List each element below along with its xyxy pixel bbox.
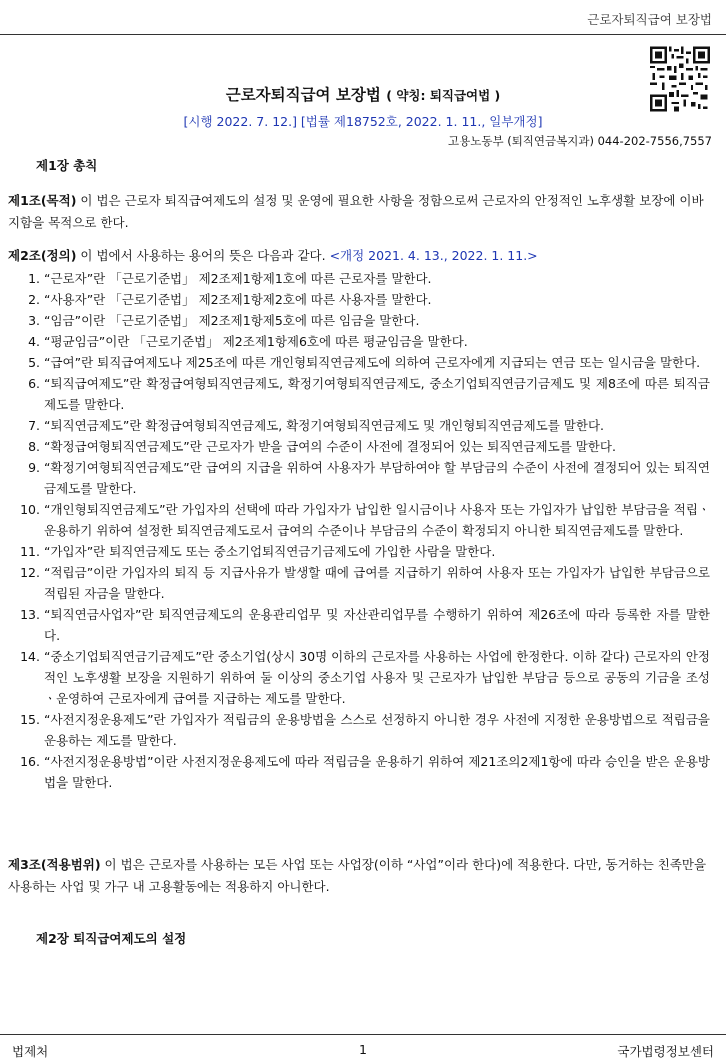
list-item <box>0 352 726 373</box>
list-item <box>0 415 726 436</box>
item-number: 1. <box>28 271 40 286</box>
item-number: 14. <box>20 649 40 664</box>
article-2 <box>8 245 710 267</box>
ministry-contact: 고용노동부 (퇴직연금복지과) 044-202-7556,7557 <box>448 134 712 148</box>
list-item <box>0 436 726 457</box>
list-item <box>0 562 726 604</box>
article-3-heading: 제3조(적용범위) <box>8 857 101 872</box>
item-text: “중소기업퇴직연금기금제도”란 중소기업(상시 30명 이하의 근로자를 사용하는 사업에 한정한다. 이하 같다) 근로자의 안정적인 노후생활 보장을 지원하기 위하여 둘 이상의 중소기업 사용자 및 근로자가 납입한 부담금 등으로 공동의 기금을 조성ㆍ운영하여 근로자에게 급여를 지급하는 제도를 말한다. <box>44 649 710 706</box>
article-1 <box>8 190 710 234</box>
item-number: 2. <box>28 292 40 307</box>
item-number: 7. <box>28 418 40 433</box>
item-number: 3. <box>28 313 40 328</box>
item-text: “임금”이란 「근로기준법」 제2조제1항제5호에 따른 임금을 말한다. <box>44 313 420 328</box>
item-text: “적립금”이란 가입자의 퇴직 등 지급사유가 발생할 때에 급여를 지급하기 위하여 사용자 또는 가입자가 납입한 부담금으로 적립된 자금을 말한다. <box>44 565 710 601</box>
law-title: 근로자퇴직급여 보장법 <box>225 86 381 104</box>
list-item <box>0 646 726 709</box>
item-number: 4. <box>28 334 40 349</box>
item-number: 6. <box>28 376 40 391</box>
list-item <box>0 541 726 562</box>
item-text: “개인형퇴직연금제도”란 가입자의 선택에 따라 가입자가 납입한 일시금이나 사용자 또는 가입자가 납입한 부담금을 적립ㆍ운용하기 위하여 설정한 퇴직연금제도로서 급여의 수준이나 부담금의 수준이 확정되지 아니한 퇴직연금제도를 말한다. <box>44 502 710 538</box>
law-title-line <box>0 83 726 105</box>
footer-publisher: 법제처 <box>12 1044 49 1059</box>
item-number: 5. <box>28 355 40 370</box>
article-2-heading: 제2조(정의) <box>8 248 77 263</box>
list-item <box>0 709 726 751</box>
item-text: “근로자”란 「근로기준법」 제2조제1항제1호에 따른 근로자를 말한다. <box>44 271 432 286</box>
article-1-heading: 제1조(목적) <box>8 193 77 208</box>
page-number: 1 <box>359 1042 367 1057</box>
list-item <box>0 268 726 289</box>
item-number: 9. <box>28 460 40 475</box>
footer-source: 국가법령정보센터 <box>617 1044 714 1059</box>
item-text: “사전지정운용방법”이란 사전지정운용제도에 따라 적립금을 운용하기 위하여 제21조의2제1항에 따라 승인을 받은 운용방법을 말한다. <box>44 754 710 790</box>
item-number: 8. <box>28 439 40 454</box>
item-number: 15. <box>20 712 40 727</box>
item-text: “사용자”란 「근로기준법」 제2조제1항제2호에 따른 사용자를 말한다. <box>44 292 432 307</box>
item-number: 16. <box>20 754 40 769</box>
article-1-body: 이 법은 근로자 퇴직급여제도의 설정 및 운영에 필요한 사항을 정함으로써 근로자의 안정적인 노후생활 보장에 이바지함을 목적으로 한다. <box>8 193 704 230</box>
item-text: “사전지정운용제도”란 가입자가 적립금의 운용방법을 스스로 선정하지 아니한 경우 사전에 지정한 운용방법으로 적립금을 운용하는 제도를 말한다. <box>44 712 710 748</box>
item-text: “확정급여형퇴직연금제도”란 근로자가 받을 급여의 수준이 사전에 결정되어 있는 퇴직연금제도를 말한다. <box>44 439 616 454</box>
item-text: “퇴직연금사업자”란 퇴직연금제도의 운용관리업무 및 자산관리업무를 수행하기 위하여 제26조에 따라 등록한 자를 말한다. <box>44 607 710 643</box>
law-abbreviation: ( 약칭: 퇴직급여법 ) <box>386 88 501 103</box>
article-3-body: 이 법은 근로자를 사용하는 모든 사업 또는 사업장(이하 “사업”이라 한다)에 적용한다. 다만, 동거하는 친족만을 사용하는 사업 및 가구 내 고용활동에는 적용하지 아니한다. <box>8 857 707 894</box>
item-text: “퇴직급여제도”란 확정급여형퇴직연금제도, 확정기여형퇴직연금제도, 중소기업퇴직연금기금제도 및 제8조에 따른 퇴직금제도를 말한다. <box>44 376 710 412</box>
item-number: 11. <box>20 544 40 559</box>
list-item <box>0 751 726 793</box>
list-item <box>0 499 726 541</box>
list-item <box>0 604 726 646</box>
item-number: 12. <box>20 565 40 580</box>
article-2-definitions-list <box>0 268 726 793</box>
item-number: 10. <box>20 502 40 517</box>
article-2-amendment[interactable]: <개정 2021. 4. 13., 2022. 1. 11.> <box>329 248 538 263</box>
item-text: “급여”란 퇴직급여제도나 제25조에 따른 개인형퇴직연금제도에 의하여 근로자에게 지급되는 연금 또는 일시금을 말한다. <box>44 355 701 370</box>
chapter-heading-2: 제2장 퇴직급여제도의 설정 <box>36 931 187 946</box>
item-text: “가입자”란 퇴직연금제도 또는 중소기업퇴직연금기금제도에 가입한 사람을 말한다. <box>44 544 496 559</box>
list-item <box>0 310 726 331</box>
item-text: “확정기여형퇴직연금제도”란 급여의 지급을 위하여 사용자가 부담하여야 할 부담금의 수준이 사전에 결정되어 있는 퇴직연금제도를 말한다. <box>44 460 710 496</box>
running-header: 근로자퇴직급여 보장법 <box>587 12 712 27</box>
list-item <box>0 289 726 310</box>
list-item <box>0 331 726 352</box>
header-divider <box>0 34 726 35</box>
enforcement-info[interactable]: [시행 2022. 7. 12.] [법률 제18752호, 2022. 1. 11., 일부개정] <box>183 114 543 129</box>
item-text: “퇴직연금제도”란 확정급여형퇴직연금제도, 확정기여형퇴직연금제도 및 개인형퇴직연금제도를 말한다. <box>44 418 604 433</box>
article-3 <box>8 854 710 898</box>
item-number: 13. <box>20 607 40 622</box>
list-item <box>0 457 726 499</box>
list-item <box>0 373 726 415</box>
chapter-heading-1: 제1장 총칙 <box>36 158 98 173</box>
footer-divider <box>0 1034 726 1035</box>
article-2-body: 이 법에서 사용하는 용어의 뜻은 다음과 같다. <box>76 248 326 263</box>
item-text: “평균임금”이란 「근로기준법」 제2조제1항제6호에 따른 평균임금을 말한다. <box>44 334 468 349</box>
